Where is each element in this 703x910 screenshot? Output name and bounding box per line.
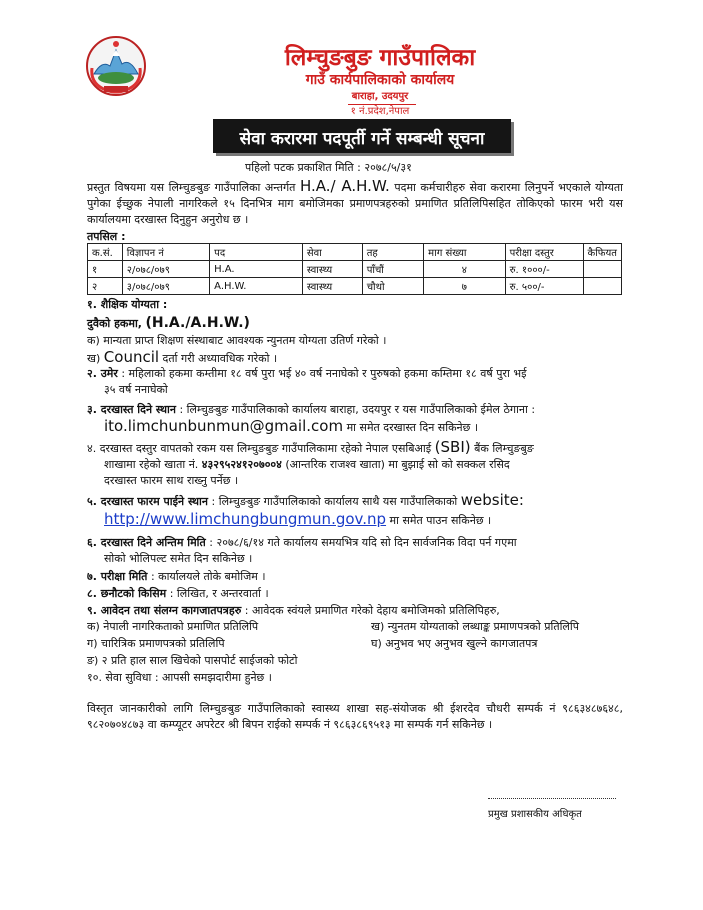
table-header-cell: सेवा bbox=[302, 244, 362, 261]
table-cell: रु. १०००/- bbox=[505, 261, 583, 278]
table-cell: स्वास्थ्य bbox=[302, 278, 362, 295]
province-text: १ नं.प्रदेश,नेपाल bbox=[350, 106, 410, 117]
intro-paragraph bbox=[87, 178, 623, 228]
form-label: ५. दरखास्त फारम पाईने स्थान bbox=[87, 495, 209, 508]
table-cell: चौथो bbox=[362, 278, 423, 295]
place-text-2: मा समेत दरखास्त दिन सकिनेछ । bbox=[346, 421, 479, 434]
intro-part2: पदमा कर्मचारीहरु सेवा करारमा लिनुपर्ने भएकाले योग्यता पुगेका ईच्छुक नेपाली नागरिकले १५ दिनभित्र माग बमोजिमका प्रमाणपत्रहरुको प्रमाणित प्रतिलिपिसहित तोकिएको फारम भरी यस कार्यालयमा दरखास्त दिनुहुन अनुरोध छ । bbox=[87, 181, 624, 226]
table-header-cell: क.सं. bbox=[88, 244, 123, 261]
nepal-emblem-icon bbox=[84, 34, 148, 96]
exam-date-line bbox=[87, 569, 265, 585]
selection-label: ८. छनौटको किसिम bbox=[87, 587, 167, 600]
both-posts-line bbox=[87, 315, 250, 332]
selection-line bbox=[87, 586, 269, 602]
fee-line-2 bbox=[104, 457, 510, 473]
notice-banner-title: सेवा करारमा पदपूर्ती गर्ने सम्बन्धी सूचना bbox=[239, 129, 485, 149]
table-cell: ४ bbox=[424, 261, 505, 278]
both-label: दुवैको हकमा, bbox=[87, 317, 142, 330]
selection-text: : लिखित, र अन्तरवार्ता । bbox=[169, 587, 269, 600]
table-cell: २ bbox=[88, 278, 123, 295]
place-line-2 bbox=[104, 418, 478, 436]
table-cell bbox=[583, 261, 621, 278]
table-cell: २/०७८/०७९ bbox=[122, 261, 209, 278]
table-cell: १ bbox=[88, 261, 123, 278]
document-item-ka: क) नेपाली नागरिकताको प्रमाणित प्रतिलिपि bbox=[87, 620, 259, 633]
table-cell: रु. ५००/- bbox=[505, 278, 583, 295]
province-underline bbox=[348, 104, 416, 105]
qualification-item-kha bbox=[87, 349, 277, 367]
fee-line bbox=[87, 439, 534, 457]
signature-title: प्रमुख प्रशासकीय अधिकृत bbox=[488, 809, 582, 820]
deadline-line bbox=[87, 535, 517, 551]
table-cell bbox=[583, 278, 621, 295]
benefits-line: १०. सेवा सुविधा : आपसी समझदारीमा हुनेछ । bbox=[87, 671, 272, 684]
document-item-kha: ख) न्युनतम योग्यताको लब्धाङ्क प्रमाणपत्रको प्रतिलिपि bbox=[371, 620, 579, 633]
intro-posts: H.A./ A.H.W. bbox=[299, 177, 390, 195]
deadline-label: ६. दरखास्त दिने अन्तिम मिति bbox=[87, 536, 206, 549]
table-row bbox=[88, 278, 622, 295]
fee-line2-a: शाखामा रहेको खाता नं. bbox=[104, 458, 199, 471]
place-line bbox=[87, 402, 535, 418]
document-item-ga: ग) चारित्रिक प्रमाणपत्रको प्रतिलिपि bbox=[87, 637, 225, 650]
fee-line-3: दरखास्त फारम साथ राख्नु पर्नेछ । bbox=[104, 474, 239, 487]
exam-date-text: : कार्यालयले तोके बमोजिम । bbox=[150, 570, 266, 583]
age-line bbox=[87, 366, 526, 382]
contact-paragraph: विस्तृत जानकारीको लागि लिम्चुङबुङ गाउँपालिकाको स्वास्थ्य शाखा सह-संयोजक श्री ईशरदेव चौधरी सम्पर्क नं ९८६३४८७६४८, ९८२०७०४८७३ वा कम्प्यूटर अपरेटर श्री बिपन राईको सम्पर्क नं ९८६३८६९५१३ मा सम्पर्क गर्न सकिनेछ । bbox=[87, 702, 623, 731]
municipality-title: लिम्चुङबुङ गाउँपालिका bbox=[284, 45, 476, 71]
table-cell: H.A. bbox=[210, 261, 303, 278]
table-cell: पाँचौं bbox=[362, 261, 423, 278]
form-text: : लिम्चुङबुङ गाउँपालिकाको कार्यालय साथै यस गाउँपालिकाको bbox=[211, 495, 458, 508]
website-link[interactable]: http://www.limchungbungmun.gov.np bbox=[104, 510, 387, 528]
documents-label: ९. आवेदन तथा संलग्न कागजातपत्रहरु bbox=[87, 604, 242, 617]
fee-text-2: बैंक लिम्चुङबुङ bbox=[474, 442, 534, 455]
item-kha-prefix: ख) bbox=[87, 352, 101, 365]
email-address[interactable]: ito.limchunbunmun@gmail.com bbox=[104, 417, 344, 435]
form-line bbox=[87, 492, 524, 510]
office-address: बाराहा, उदयपुर bbox=[351, 91, 409, 102]
signature-line bbox=[488, 798, 616, 799]
item-kha-rest: दर्ता गरी अध्यावधिक गरेको । bbox=[162, 352, 278, 365]
fee-sbi: (SBI) bbox=[434, 438, 471, 456]
table-cell: A.H.W. bbox=[210, 278, 303, 295]
qualification-item-ka: क) मान्यता प्राप्त शिक्षण संस्थाबाट आवश्यक न्युनतम योग्यता उतिर्ण गरेको । bbox=[87, 334, 387, 347]
deadline-text-2: सोको भोलिपल्ट समेत दिन सकिनेछ । bbox=[104, 552, 253, 565]
notice-banner bbox=[213, 119, 511, 153]
table-header-cell: पद bbox=[210, 244, 303, 261]
table-cell: स्वास्थ्य bbox=[302, 261, 362, 278]
age-label: २. उमेर bbox=[87, 367, 118, 380]
deadline-text: : २०७८/६/१४ गते कार्यालय समयभित्र यदि सो दिन सार्वजनिक विदा पर्न गएमा bbox=[209, 536, 517, 549]
table-header-cell: कैफियत bbox=[583, 244, 621, 261]
both-posts: (H.A./A.H.W.) bbox=[145, 315, 250, 331]
qualification-heading: १. शैक्षिक योग्यता : bbox=[87, 298, 168, 311]
documents-line bbox=[87, 603, 500, 619]
fee-text-1: ४. दरखास्त दस्तुर वापतको रकम यस लिम्चुङबुङ गाउँपालिकामा रहेको नेपाल एसबिआई bbox=[87, 442, 432, 455]
form-text-2: मा समेत पाउन सकिनेछ । bbox=[389, 514, 492, 527]
age-text: : महिलाको हकमा कम्तीमा १८ वर्ष पुरा भई ४० वर्ष ननाघेको र पुरुषको हकमा कम्तिमा १८ वर्ष पुरा भई bbox=[121, 367, 527, 380]
item-kha-council: Council bbox=[103, 348, 160, 366]
office-subtitle: गाउँ कार्यपालिकाको कार्यालय bbox=[305, 72, 455, 88]
exam-date-label: ७. परीक्षा मिति bbox=[87, 570, 148, 583]
documents-text: : आवेदक स्वंयले प्रमाणित गरेको देहाय बमोजिमको प्रतिलिपिहरु, bbox=[244, 604, 500, 617]
intro-part1: प्रस्तुत विषयमा यस लिम्चुङबुङ गाउँपालिका अन्तर्गत bbox=[87, 181, 296, 194]
table-header-cell: विज्ञापन नं bbox=[122, 244, 209, 261]
table-header-cell: परीक्षा दस्तुर bbox=[505, 244, 583, 261]
table-cell: ३/०७८/०७९ bbox=[122, 278, 209, 295]
table-row bbox=[88, 261, 622, 278]
form-line-2 bbox=[104, 511, 491, 529]
table-cell: ७ bbox=[424, 278, 505, 295]
table-header-row bbox=[88, 244, 622, 261]
table-header-cell: तह bbox=[362, 244, 423, 261]
age-text-2: ३५ वर्ष ननाघेको bbox=[104, 383, 168, 396]
website-word: website: bbox=[460, 491, 524, 509]
document-item-nga: ङ) २ प्रति हाल साल खिचेको पासपोर्ट साईजको फोटो bbox=[87, 654, 298, 667]
table-header-cell: माग संख्या bbox=[424, 244, 505, 261]
published-date: पहिलो पटक प्रकाशित मिति : २०७८/५/३१ bbox=[245, 161, 412, 174]
tapsil-label: तपसिल : bbox=[87, 230, 126, 243]
place-label: ३. दरखास्त दिने स्थान bbox=[87, 403, 176, 416]
document-item-gha: घ) अनुभव भए अनुभव खुल्ने कागजातपत्र bbox=[371, 637, 538, 650]
fee-line2-b: (आन्तरिक राजश्व खाता) मा बुझाई सो को सक्कल रसिद bbox=[285, 458, 510, 471]
vacancy-table bbox=[87, 243, 622, 295]
account-number: ४३२९५२४१२०७००४ bbox=[201, 458, 282, 471]
place-text: : लिम्चुङबुङ गाउँपालिकाको कार्यालय बाराहा, उदयपुर र यस गाउँपालिकाको ईमेल ठेगाना : bbox=[179, 403, 536, 416]
